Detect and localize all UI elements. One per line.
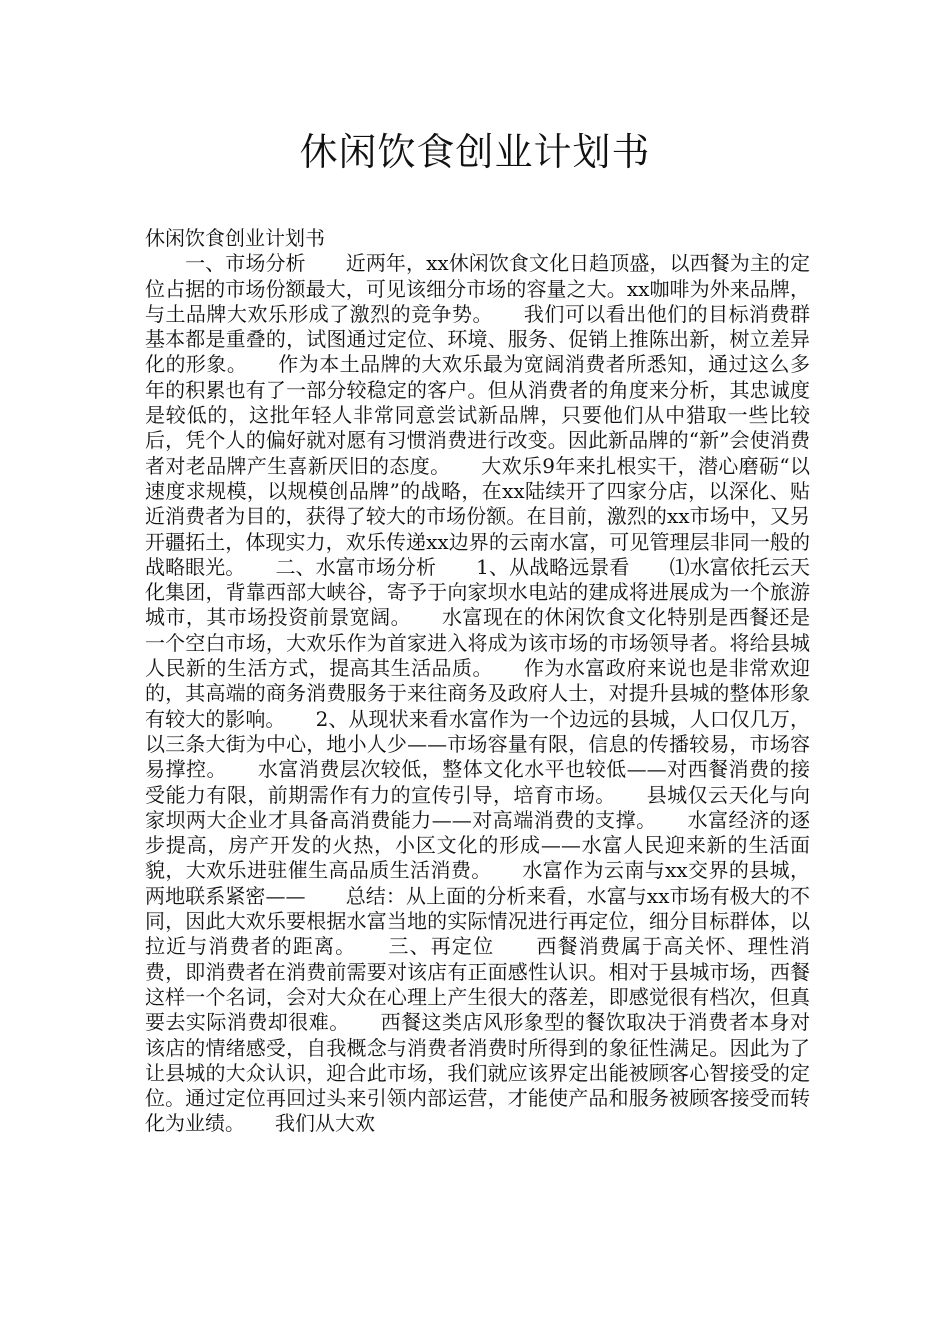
body-paragraph: 一、市场分析 近两年，xx休闲饮食文化日趋顶盛，以西餐为主的定位占据的市场份额最大，可见该细分市场的容量之大。xx咖啡为外来品牌，与土品牌大欢乐形成了激烈的竞争势。 我们可以看出他们的目标消费群基本都是重叠的，试图通过定位、环境、服务、促销上推陈出新，树立差异化的形象。 作为本土品牌的大欢乐最为宽阔消费者所悉知，通过这么多年的积累也有了一部分较稳定的客户。但从消费者的角度来分析，其忠诚度是较低的，这批年轻人非常同意尝试新品牌，只要他们从中猎取一些比较后，凭个人的偏好就对愿有习惯消费进行改变。因此新品牌的“新”会使消费者对老品牌产生喜新厌旧的态度。 大欢乐9年来扎根实干，潜心磨砺“以速度求规模，以规模创品牌”的战略，在xx陆续开了四家分店，以深化、贴近消费者为目的，获得了较大的市场份额。在目前，激烈的xx市场中，又另开疆拓土，体现实力，欢乐传递xx边界的云南水富，可见管理层非同一般的战略眼光。 二、水富市场分析 1、从战略远景看 ⑴水富依托云天化集团，背靠西部大峡谷，寄予于向家坝水电站的建成将进展成为一个旅游城市，其市场投资前景宽阔。 水富现在的休闲饮食文化特别是西餐还是一个空白市场，大欢乐作为首家进入将成为该市场的市场领导者。将给县城人民新的生活方式，提高其生活品质。 作为水富政府来说也是非常欢迎的，其高端的商务消费服务于来往商务及政府人士，对提升县城的整体形象有较大的影响。 2、从现状来看水富作为一个边远的县城，人口仅几万，以三条大街为中心，地小人少——市场容量有限，信息的传播较易，市场容易撑控。 水富消费层次较低，整体文化水平也较低——对西餐消费的接受能力有限，前期需作有力的宣传引导，培育市场。 县城仅云天化与向家坝两大企业才具备高消费能力——对高端消费的支撑。 水富经济的逐步提高，房产开发的火热，小区文化的形成——水富人民迎来新的生活面貌，大欢乐进驻催生高品质生活消费。 水富作为云南与xx交界的县城，两地联系紧密—— 总结：从上面的分析来看，水富与xx市场有极大的不同，因此大欢乐要根据水富当地的实际情况进行再定位，细分目标群体，以拉近与消费者的距离。 三、再定位 西餐消费属于高关怀、理性消费，即消费者在消费前需要对该店有正面感性认识。相对于县城市场，西餐这样一个名词，会对大众在心理上产生很大的落差，即感觉很有档次，但真要去实际消费却很难。 西餐这类店风形象型的餐饮取决于消费者本身对该店的情绪感受，自我概念与消费者消费时所得到的象征性满足。因此为了让县城的大众认识，迎合此市场，我们就应该界定出能被顾客心智接受的定位。通过定位再回过头来引领内部运营，才能使产品和服务被顾客接受而转化为业绩。 我们从大欢 (145, 251, 810, 1136)
document-title: 休闲饮食创业计划书 (299, 130, 651, 174)
document-body (145, 226, 810, 1137)
document-subtitle: 休闲饮食创业计划书 (145, 226, 325, 250)
